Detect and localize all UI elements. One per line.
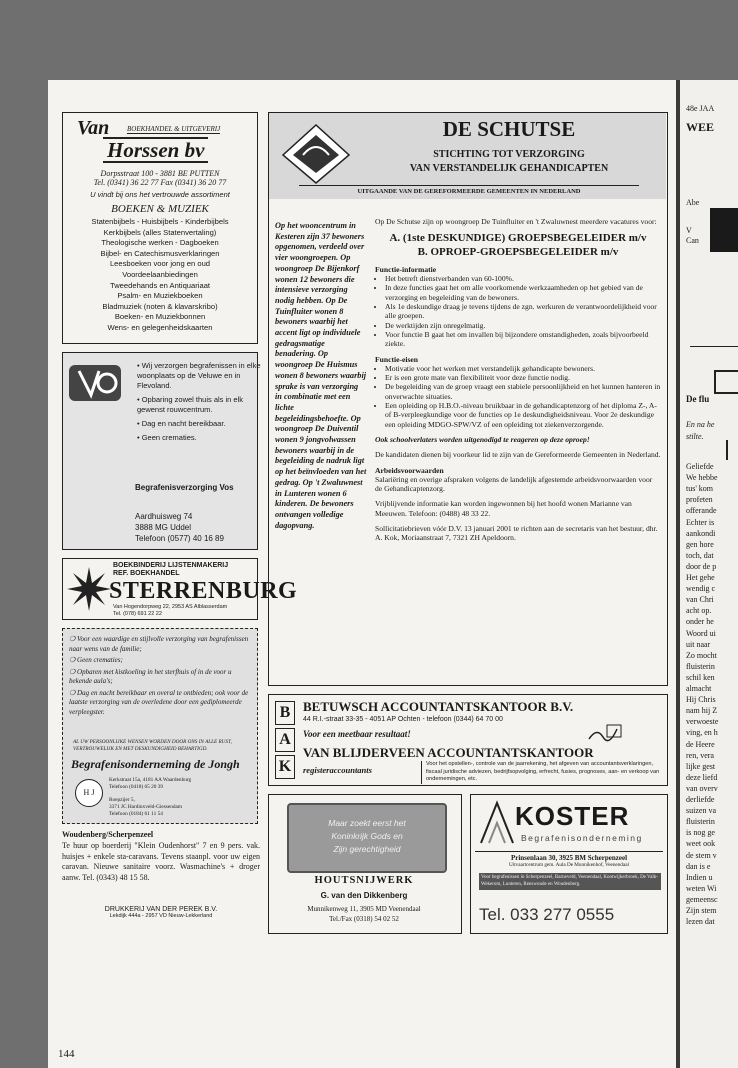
horssen-item: Theologische werken - Dagboeken [101,238,219,248]
right-page-line: van Chri [686,595,714,605]
bak-letter: A [275,728,295,752]
schutse-schoolverlaters: Ook schoolverlaters worden uitgenodigd te reageren op deze oproep! [375,434,590,444]
page-number: 144 [58,1048,75,1060]
jongh-address-line: 3371 JC Hardinxveld-Giessendam [109,804,182,810]
schutse-info-item: • De werktijden zijn onregelmatig. [385,321,661,330]
vos-address-line: 3888 MG Uddel [135,523,192,532]
vos-name: Begrafenisverzorging Vos [135,483,234,492]
schutse-sub2: VAN VERSTANDELIJK GEHANDICAPTEN [409,163,609,174]
houtsnijwerk-ad [268,794,462,934]
jongh-address-line: Telefoon (0418) 65 20 39 [109,784,164,790]
schutse-sidebar: Op het wooncentrum in Kesteren zijn 37 bewoners opgenomen, verdeeld over vier woongroepen. Op woongroep De Bijenkorf wonen 12 bewoners die intensieve verzorging nodig hebben. Op De Tuinfluiter wonen 8 bewoners waarbij het accent ligt op individuele gedragsmatige benadering. Op woongroep De Huismus wonen 8 bewoners waarbij sprake is van verzorging in combinatie met een lichte begeleidingsbehoefte. Op woongroep De Duiventil wonen 9 jongvolwassen bewoners waarbij in de begeleiding de nadruk ligt op het beïnvloeden van het gedrag. Op 't Zwaluwnest in Lunteren wonen 6 kinderen. De bewoners ontvangen volledige dagopvang. [275,221,367,530]
right-page-line: ren, vera [686,750,714,760]
schutse-vacancy-a: A. (1ste DESKUNDIGE) GROEPSBEGELEIDER m/v [389,232,647,245]
right-page-line: acht op. [686,606,712,616]
right-page-line: suizen va [686,806,716,816]
sterrenburg-name: STERRENBURG [109,578,298,604]
vos-bullet: • Dag en nacht bereikbaar. [137,419,226,428]
right-page-line: WEE [686,120,715,134]
right-page-line: fluisterin [686,661,715,671]
right-page-line: V [686,226,692,235]
koster-subtitle: Begrafenisonderneming [521,833,643,843]
right-page-line: gemeensc [686,894,718,904]
vos-logo [69,365,121,401]
plaque-line: Koninkrijk Gods en [331,831,403,841]
right-page-line: We hebbe [686,473,718,483]
right-page-line: uit naar [686,639,711,649]
jongh-bullet: ❍ Voor een waardige en stijlvolle verzorging van begrafenissen naar wens van de familie; [69,635,249,653]
right-page-line: lezen dat [686,917,715,927]
koster-note-1: Uitvaartcentrum gem. Aula De Munnikenhof, Veenendaal [509,862,629,868]
right-page-line: van overv [686,783,718,793]
woudenberg-heading: Woudenberg/Scherpenzeel [62,830,154,839]
right-page-line: Zo mocht [686,650,717,660]
bak-description: Voor het opstellen-, controle van de jaarrekening, het afgeven van accountantsverklaringen, fiscaal juridische adviezen, bedrijfsopvolging, erfrecht, fusies, prognoses, aan- en verkoop van ondernemingen, etc. [421,761,668,784]
horssen-brand-small: BOEKHANDEL & UITGEVERIJ [127,125,221,133]
bak-ad [268,694,668,786]
horssen-brand-name: Horssen bv [103,137,208,163]
sun-burst-icon [67,567,111,611]
vos-address-line: Aardhuisweg 74 [135,512,193,521]
printer-name: DRUKKERIJ VAN DER PEREK B.V. [104,906,218,913]
right-page-line: verwoeste [686,717,719,727]
schutse-eisen-item: • Motivatie voor het werken met verstandelijk gehandicapte bewoners. [385,364,661,373]
right-page-line: dan is e [686,861,711,871]
sterrenburg-phone: Tel. (078) 691 22 22 [113,611,162,617]
right-page-line: stilte. [686,432,704,441]
horssen-van: Van [77,117,110,139]
right-page-line: Hij Chris [686,695,716,705]
right-page-line: Can [686,236,699,245]
schutse-arbeid-heading: Arbeidsvoorwaarden [375,465,444,475]
horssen-ad [62,112,258,344]
jongh-name: Begrafenisonderneming de Jongh [71,757,240,771]
jongh-note: AL UW PERSOONLIJKE WENSEN WORDEN DOOR ONS IN ALLE RUST, VERTROUWELIJK EN MET DESKUNDIGHEID BEHARTIGD. [73,739,232,752]
jongh-logo-letters: H J [83,788,95,797]
horssen-item: Statenbijbels - Huisbijbels - Kinderbijbels [91,217,229,226]
bak-slogan: Voor een meetbaar resultaat! [303,729,411,739]
horssen-item: Leesboeken voor jong en oud [109,259,211,269]
right-page-line: derliefde [686,795,715,804]
houtsnijwerk-phone: Tel./Fax (0318) 54 02 52 [329,915,399,923]
sterrenburg-line2: REF. BOEKHANDEL [113,570,180,577]
schutse-eisen-item: • De begeleiding van de groep vraagt een stabiele persoonlijkheid en het kunnen hanteren in onverwachte situaties. [385,382,661,401]
koster-address: Prinsenlaan 30, 3925 BM Scherpenzeel [475,851,663,862]
bak-name-2: VAN BLIJDERVEEN ACCOUNTANTSKANTOOR [303,745,594,760]
schutse-info-item: • Als 1e deskundige draag je tevens tijdens de zgn. werkuren de verantwoordelijkheid voor alle groepen. [385,302,661,321]
bak-name-1: BETUWSCH ACCOUNTANTSKANTOOR B.V. [303,699,574,714]
bak-letter: B [275,701,295,725]
schutse-info-item: • In deze functies gaat het om alle voorkomende werkzaamheden op het gebied van de verzorging en begeleiding van de bewoners. [385,283,661,302]
right-page-line: En na he [686,420,715,429]
schutse-sollicitatie: Sollicitatiebrieven vóór D.V. 13 januari 2001 te richten aan de secretaris van het bestuur, dhr. A. Kok, Moriaanstraat 7, 7321 ZH Apeldoorn. [375,524,658,543]
right-page-line: de stem v [686,850,717,860]
koster-name: KOSTER [515,801,630,831]
schutse-kandidaten: De kandidaten dienen bij voorkeur lid te zijn van de Gereformeerde Gemeenten in Nederland. [375,450,661,460]
ornament-2 [726,440,738,460]
schutse-sub3: UITGAANDE VAN DE GEREFORMEERDE GEMEENTEN IN NEDERLAND [299,185,639,195]
right-page-line: lijke gest [686,761,716,771]
right-page-line: Abe [686,198,700,207]
bak-label: registeraccountants [303,765,372,775]
jongh-address-line: Roepzijer 5, [109,797,135,803]
printer-credit [62,906,260,919]
ornament [714,370,738,394]
right-page-line: Woord ui [686,628,716,638]
schutse-info-list [375,274,661,348]
right-page-line: Zijn stem [686,906,717,915]
schutse-header [269,113,666,199]
right-page-line: gen hore [686,539,714,549]
right-page-line: wendig c [686,584,716,594]
right-page-line: Geliefde [686,462,714,471]
bak-letters [275,701,295,782]
rule [690,346,738,347]
koster-phone: Tel. 033 277 0555 [479,905,615,924]
schutse-eisen-item: • Er is een grote mate van flexibiliteit voor deze functie nodig. [385,373,661,382]
horssen-item: Bijbel- en Catechismusverklaringen [100,248,220,258]
schutse-arbeid: Salariëring en overige afspraken volgens de landelijk afgestemde arbeidsvoorwaarden voor de Gehandicaptenzorg. [375,474,653,494]
schutse-title: DE SCHUTSE [442,117,576,141]
right-page-line: tus' kom [686,484,713,494]
schutse-eisen-item: • Een opleiding op H.B.O.-niveau bruikbaar in de gehandicaptenzorg of het diploma Z-, A- of B-verpleegkundige voor de functies op 1e deskundigheidsniveau. Voor 2e deskundige een opleiding MDGO-SPW/VZ of een opleiding tot ziekenverzorgende. [385,401,661,429]
jongh-bullet: ❍ Dag en nacht bereikbaar en overal te ontbieden; ook voor de laatste verzorging van de overledene door een gediplomeerde verpleegster. [69,688,249,716]
right-page-line: deze liefd [686,772,718,782]
right-page-line: Echter is [686,517,715,527]
right-page-line: De flu [686,394,710,404]
schutse-sub1: STICHTING TOT VERZORGING [433,149,585,160]
horssen-logo [69,117,251,163]
plaque-text [289,817,445,856]
horssen-item: Wens- en gelegenheidskaarten [107,322,213,332]
right-page-line: onder he [686,617,714,627]
right-page-line: fluisterin [686,817,715,827]
right-page-line: is nog ge [686,828,715,838]
horssen-items [69,217,251,334]
right-page-line: profeten [686,495,713,505]
right-page-line: ving, en h [686,728,718,738]
vos-bullets [129,361,261,447]
jongh-address-line: Kerkstraat 15a, 4181 AA Waardenburg [109,777,192,783]
jongh-address-line: Telefoon (0184) 61 11 54 [109,811,163,817]
horssen-heading: BOEKEN & MUZIEK [111,203,209,215]
horssen-item: Tweedehands en Antiquariaat [109,280,211,290]
koster-note-2: Voor begrafenissen in Scherpenzeel, Barneveld, Veenendaal, Kootwijkerbroek, De Valk-Wekerom, Lunteren, Renswoude en Woudenberg. [479,873,661,890]
signature-pen-icon [587,721,623,745]
right-page-line: weet ook [686,839,716,849]
schutse-info-item: • Voor functie B gaat het om invallen bij bijzondere omstandigheden, zoals bijvoorbeeld ziekte. [385,330,661,349]
right-page-line: nam hij Z [686,706,718,716]
vos-bullet: • Wij verzorgen begrafenissen in elke woonplaats op de Veluwe en in Flevoland. [137,361,261,390]
koster-ad [470,794,668,934]
schutse-eisen-list [375,364,661,429]
right-page-line: Indien u [686,872,713,882]
schutse-logo-icon [281,123,351,185]
horssen-item: Bladmuziek (noten & klavarskribo) [102,301,218,311]
right-page-line: door de p [686,561,717,571]
vos-bullet: • Geen crematies. [137,433,197,442]
jongh-bullet: ❍ Geen crematies; [69,656,123,664]
schutse-info-heading: Functie-informatie [375,264,437,274]
horssen-slogan: U vindt bij ons het vertrouwde assortiment [90,190,230,199]
sterrenburg-line1: BOEKBINDERIJ LIJSTENMAKERIJ [113,562,229,569]
woudenberg-classified [62,830,260,883]
jongh-address-2 [109,797,182,818]
houtsnijwerk-name: G. van den Dikkenberg [320,891,408,900]
right-page-line: offerande [686,506,717,516]
sterrenburg-ad [62,558,298,620]
right-page-line: aankondi [686,528,716,538]
jongh-ad [62,628,258,824]
schutse-ad [268,112,668,686]
sterrenburg-address: Van Hogendorpweg 22, 2953 AS Alblasserdam [113,604,228,610]
vos-address-line: Telefoon (0577) 40 16 89 [135,534,224,543]
jongh-bullets [69,635,253,719]
right-page-line: Het gehe [686,573,715,582]
houtsnijwerk-title: HOUTSNIJWERK [314,875,414,886]
bak-address: 44 R.I.-straat 33-35 - 4051 AP Ochten - telefoon (0344) 64 70 00 [303,716,503,723]
printer-address: Lekdijk 444a - 2957 VD Nieuw-Lekkerland [109,913,213,919]
schutse-body [375,217,661,543]
woudenberg-text: Te huur op boerderij "Klein Oudenhorst" 7 en 9 pers. vak. huisjes + enkele sta-caravans. Tevens staanpl. voor uw eigen caravan. Nieuwe sanitaire voorz. Wasmachine's + droger aanw. Tel. (0343) 48 15 58. [62,841,260,882]
vos-bullet: • Opbaring zowel thuis als in elk gewenst rouwcentrum. [137,395,244,414]
right-page-line: weten Wi [686,883,717,893]
koster-logo-icon [477,799,517,845]
vos-address [135,511,224,544]
houtsnijwerk-address: Munnikenweg 11, 3905 MD Veenendaal [307,905,421,913]
vos-ad [62,352,261,550]
schutse-info-contact: Vrijblijvende informatie kan worden ingewonnen bij het hoofd wonen Marianne van Meeuwen. Telefoon: (0488) 48 33 22. [375,499,632,518]
jongh-bullet: ❍ Opbaren met kistkoeling in het sterfhuis of in de voor u bekende aula's; [69,667,232,685]
right-page-line: almacht [686,684,712,693]
schutse-vacancy-b: B. OPROEP-GROEPSBEGELEIDER m/v [417,245,619,258]
horssen-item: Psalm- en Muziekboeken [117,291,203,301]
horssen-phone: Tel. (0341) 36 22 77 Fax (0341) 36 20 77 [93,178,227,187]
right-page-line: toch, dat [686,550,714,560]
right-page-line: de Heere [686,739,715,749]
schutse-eisen-heading: Functie-eisen [375,354,419,364]
horssen-item: Voordeelaanbiedingen [122,269,198,279]
horssen-item: Boeken- en Muziekbonnen [114,312,206,322]
jongh-address-1 [109,777,191,791]
vos-logo-icon [69,365,121,401]
plaque-line: Zijn gerechtigheid [333,844,401,854]
right-page-line: 48e JAA [686,104,715,113]
schutse-info-item: • Het betreft dienstverbanden van 60-100%. [385,274,661,283]
plaque-line: Maar zoekt eerst het [328,818,406,828]
jongh-logo [75,779,103,807]
houtsnijwerk-plaque [287,803,447,873]
bak-letter: K [275,755,295,779]
horssen-address: Dorpsstraat 100 - 3881 BE PUTTEN [100,169,220,178]
schutse-intro: Op De Schutse zijn op woongroep De Tuinfluiter en 't Zwaluwnest meerdere vacatures voor: [375,217,657,226]
right-page-line: schil ken [686,672,715,682]
horssen-item: Kerkbijbels (alles Statenvertaling) [103,227,217,237]
